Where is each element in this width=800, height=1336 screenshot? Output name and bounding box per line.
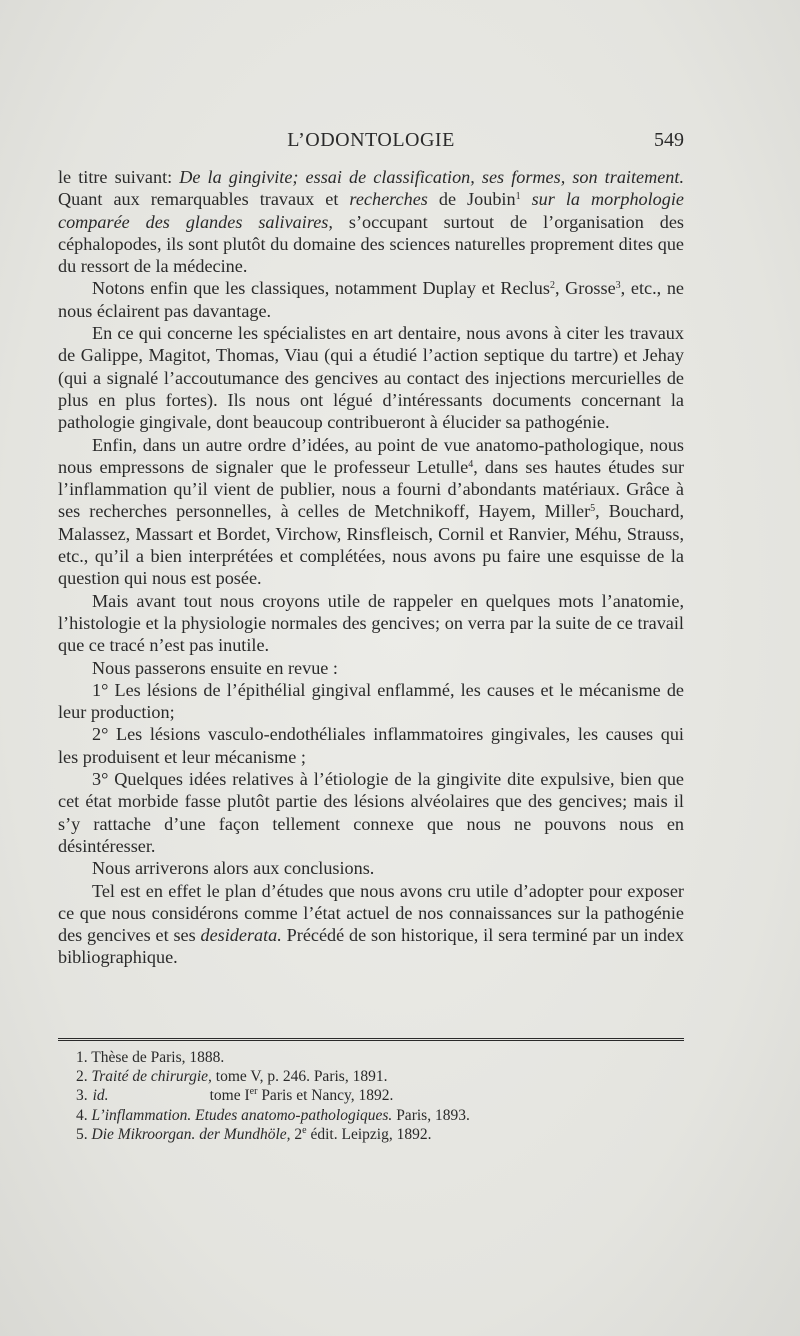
superscript: er: [249, 1086, 258, 1098]
text: Précédé de son historique, il sera terminé par un index bibliographique.: [58, 925, 684, 968]
paragraph-4: [58, 434, 684, 590]
text: , etc., ne nous éclairent pas davantage.: [58, 278, 684, 321]
body-text: [58, 166, 684, 969]
text: , dans ses hautes études sur l’inflammation qu’il vient de publier, nous a fourni d’abondants matériaux. Grâce à ses recherches personnelles, à celles de Metchnikoff, Hayem, Miller: [58, 456, 684, 522]
paragraph-11: [58, 880, 684, 969]
footnote-text: Paris et Nancy, 1892.: [257, 1087, 394, 1105]
footnote-text: Paris, 1893.: [392, 1106, 470, 1124]
title-italic: De la gingivite; essai de classification, ses formes, son traitement.: [179, 167, 684, 187]
italic-text: desiderata.: [200, 925, 282, 946]
footnote-divider: [58, 1038, 684, 1044]
footnotes: [76, 1048, 676, 1144]
page-number: 549: [654, 129, 684, 151]
footnote-ref-3: 3: [615, 280, 621, 292]
list-item-2: 2° Les lésions vasculo-endothéliales inflammatoires gingivales, les causes qui les produisent et leur mécanisme ;: [58, 724, 684, 767]
footnote-ref-2: 2: [549, 280, 555, 292]
footnote-2: [76, 1067, 676, 1086]
footnote-3: [76, 1086, 676, 1105]
text: s’occupant surtout de l’organisation des céphalopodes, ils sont plutôt du domaine des sciences naturelles proprement dites que du ressort de la médecine.: [58, 211, 684, 277]
title-italic: sur la morphologie comparée des glandes salivaires,: [58, 189, 684, 232]
text: Quant aux remarquables travaux et: [58, 189, 350, 210]
footnote-number: 5.: [76, 1125, 88, 1143]
italic-text: recherches: [349, 189, 428, 210]
list-item-1: 1° Les lésions de l’épithélial gingival enflammé, les causes et le mécanisme de leur production;: [58, 679, 684, 723]
paragraph-1: [58, 166, 684, 277]
footnote-text: Thèse de Paris, 1888.: [87, 1049, 225, 1066]
footnote-4: [76, 1106, 676, 1125]
footnote-number: 2.: [76, 1068, 88, 1086]
text: , Grosse: [554, 278, 616, 299]
superscript: e: [302, 1124, 307, 1136]
footnote-text: édit. Leipzig, 1892.: [306, 1125, 432, 1143]
text: , Bouchard, Malassez, Massart et Bordet, Virchow, Rinsfleisch, Cornil et Ranvier, Méhu, Strauss, etc., qu’il a bien interprétées et complétées, nous avons pu faire une esquisse de la question qui nous est posée.: [58, 501, 684, 589]
footnote-ref-4: 4: [468, 458, 474, 470]
text: Enfin, dans un autre ordre d’idées, au point de vue anatomo-pathologique, nous nous empressons de signaler que le professeur Letulle: [58, 434, 684, 477]
running-head: L’ODONTOLOGIE: [287, 129, 455, 151]
footnote-ref-5: 5: [590, 503, 596, 515]
paragraph-6: Nous passerons ensuite en revue :: [92, 657, 338, 678]
list-item-3: 3° Quelques idées relatives à l’étiologie de la gingivite dite expulsive, bien que cet état morbide fasse plutôt partie des lésions alvéolaires que des gencives; mais il s’y rattache d’une façon tellement connexe que nous ne pouvons nous en désintéresser.: [58, 769, 684, 856]
footnote-ref-1: 1: [515, 191, 521, 203]
footnote-text: tome I: [209, 1087, 250, 1105]
text: de Joubin: [427, 189, 516, 210]
footnote-title: Die Mikroorgan. der Mundhöle,: [87, 1125, 291, 1143]
footnote-number: 3.: [76, 1087, 88, 1105]
paragraph-10: Nous arriverons alors aux conclusions.: [92, 858, 375, 879]
footnote-title: id.: [92, 1087, 109, 1105]
footnote-title: L’inflammation. Etudes anatomo-pathologiques.: [87, 1106, 393, 1124]
footnote-text: tome V, p. 246. Paris, 1891.: [211, 1068, 388, 1086]
footnote-number: 1.: [76, 1049, 88, 1066]
text: Tel est en effet le plan d’études que nous avons cru utile d’adopter pour exposer ce que nous considérons comme l’état actuel de nos connaissances sur la pathogénie des gencives et ses: [58, 880, 684, 946]
text: le titre suivant:: [58, 167, 180, 187]
text: [521, 189, 532, 209]
paragraph-5: Mais avant tout nous croyons utile de rappeler en quelques mots l’anatomie, l’histologie et la physiologie normales des gencives; on verra par la suite de ce travail que ce tracé n’est pas inutile.: [58, 590, 684, 656]
paragraph-3: En ce qui concerne les spécialistes en art dentaire, nous avons à citer les travaux de Galippe, Magitot, Thomas, Viau (qui a étudié l’action septique du tartre) et Jehay (qui a signalé l’accoutumance des gencives au contact des injections mercurielles de plus en plus fortes). Ils nous ont légué d’intéressants documents concernant la pathologie gingivale, dont beaucoup contribueront à élucider sa pathogénie.: [58, 323, 684, 433]
text: Notons enfin que les classiques, notamment Duplay et Reclus: [92, 278, 550, 299]
page-header: [58, 127, 684, 157]
footnote-title: Traité de chirurgie,: [87, 1068, 212, 1086]
footnote-text: 2: [290, 1125, 303, 1143]
footnote-number: 4.: [76, 1106, 88, 1124]
paragraph-2: [58, 277, 684, 322]
footnote-5: [76, 1125, 676, 1144]
footnote-1: [76, 1048, 676, 1067]
